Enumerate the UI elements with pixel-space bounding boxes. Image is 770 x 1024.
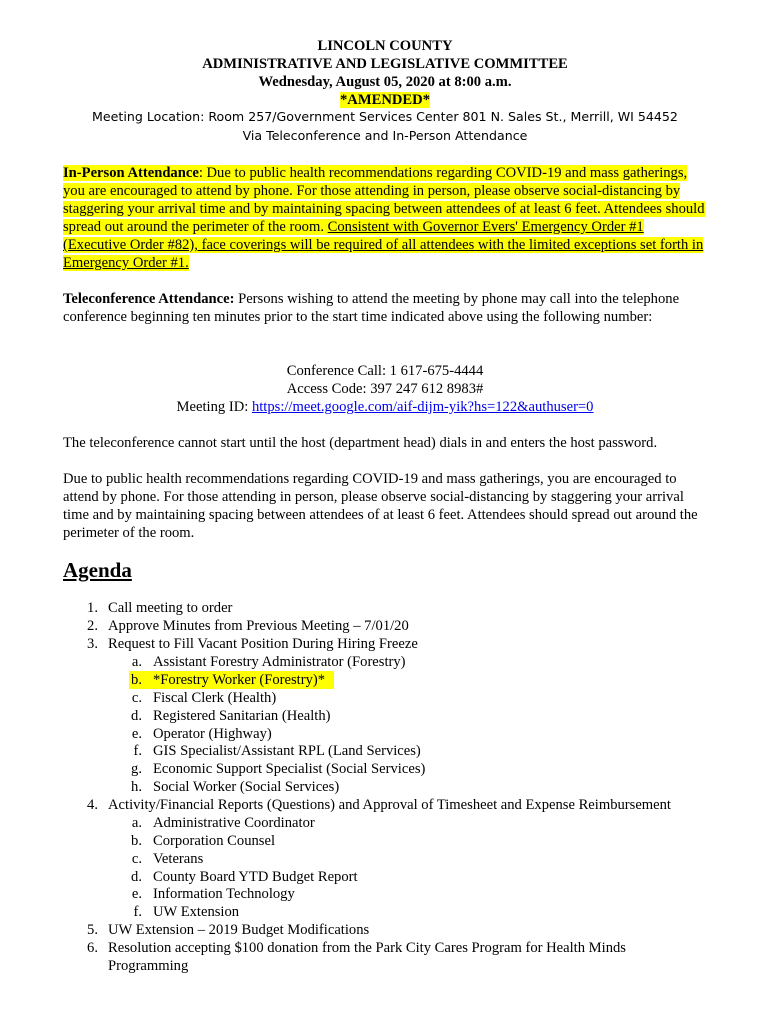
emergency-order-notice: Consistent with Governor Evers' Emergency Order #1 (Executive Order #82), face coverings will be required of all attendees with the limited exceptions set forth in Emergency Order #1. [63,219,704,271]
in-person-label: In-Person Attendance [63,165,199,181]
attendance-mode: Via Teleconference and In-Person Attendance [242,128,528,143]
covid-note-text: Due to public health recommendations regarding COVID-19 and mass gatherings, you are encouraged to attend by phone. For those attending in person, please observe social-distancing by staggering your arrival time and by maintaining spacing between attendees of at least 6 feet. Attendees should spread out around the perimeter of the room. [63,471,698,541]
in-person-attendance-paragraph [63,164,708,272]
meeting-datetime: Wednesday, August 05, 2020 at 8:00 a.m. [258,74,512,90]
teleconference-label: Teleconference Attendance: [63,291,235,307]
amended-text: *AMENDED* [340,92,430,108]
access-code: Access Code: 397 247 612 8983# [286,381,484,397]
host-note [63,434,708,452]
agenda-document: LINCOLN COUNTY ADMINISTRATIVE AND LEGISLATIVE COMMITTEE Wednesday, August 05, 2020 at 8:00 a.m. *AMENDED* Meeting Location: Room 257/Government Services Center 801 N. Sales St., Merrill, WI 54452 Via Teleconference and In-Person Attendance In-Person Attendance: Due to public health recommendations regarding COVID-19 and mass gatherings, you are encouraged to attend by phone. For those attending in person, please observe social-distancing by staggering your arrival time and by maintaining spacing between attendees of at least 6 feet. Attendees should spread out around the perimeter of the room. Consistent with Governor Evers' Emergency Order #1 (Executive Order #82), face coverings will be required of all attendees with the limited exceptions set forth in Emergency Order #1. Teleconference Attendance: Persons wishing to attend the meeting by phone may call into the telephone conference beginning ten minutes prior to the start time indicated above using the following number: Conference Call: 1 617-675-4444 Access Code: 397 247 612 8983# Meeting ID: https://meet.google.com/aif-dijm-yik?hs=122&authuser=0 The teleconference cannot start until the host (department head) dials in and enters the host password. Due to public health recommendations regarding COVID-19 and mass gatherings, you are encouraged to attend by phone. For those attending in person, please observe social-distancing by staggering your arrival time and by maintaining spacing between attendees of at least 6 feet. Attendees should spread out around the perimeter of the room. Agenda 1. Call meeting to order 2. Approve Minutes from Previous Meeting – 7/01/20 3. Request to Fill Vacant Position During Hiring Freeze a. Assistant Forestry Administrator (Forestry) b. *Forestry Worker (Forestry)* c. Fiscal Clerk (Health) d. Registered Sanitarian (Health) e. Operator (Highway) f. GIS Specialist/Assistant RPL (Land Services) g. Economic Support Specialist (Social Services) h. Social Worker (Social Services) 4. Activity/Financial Reports (Questions) and Approval of Timesheet and Expense Reimbursement a. Administrative Coordinator b. Corporation Counsel c. Veterans d. County Board YTD Budget Report e. Information Technology f. UW Extension 5. UW Extension – 2019 Budget Modifications 6. Resolution accepting $100 donation from the Park City Cares Program for Health Minds Programming [0,0,770,1024]
committee-title: ADMINISTRATIVE AND LEGISLATIVE COMMITTEE [202,56,568,72]
agenda-heading: Agenda [63,558,132,582]
host-note-text: The teleconference cannot start until the host (department head) dials in and enters the host password. [63,435,658,451]
conference-call-number: Conference Call: 1 617-675-4444 [286,363,484,379]
meeting-id-link[interactable]: https://meet.google.com/aif-dijm-yik?hs=122&authuser=0 [251,399,594,415]
meeting-location: Meeting Location: Room 257/Government Services Center 801 N. Sales St., Merrill, WI 54452 [92,109,678,124]
teleconference-text: Persons wishing to attend the meeting by phone may call into the telephone conference beginning ten minutes prior to the start time indicated above using the following number: [63,291,680,325]
covid-note [63,470,708,542]
amended-label [0,91,770,109]
meeting-id-line [0,398,770,416]
county-title: LINCOLN COUNTY [317,38,453,54]
teleconference-paragraph [63,290,708,326]
in-person-text: : Due to public health recommendations regarding COVID-19 and mass gatherings, you are encouraged to attend by phone. For those attending in person, please observe social-distancing by staggering your arrival time and by maintaining spacing between attendees of at least 6 feet. Attendees should spread out around the perimeter of the room. [63,165,705,235]
meeting-id-label: Meeting ID: [176,399,252,415]
